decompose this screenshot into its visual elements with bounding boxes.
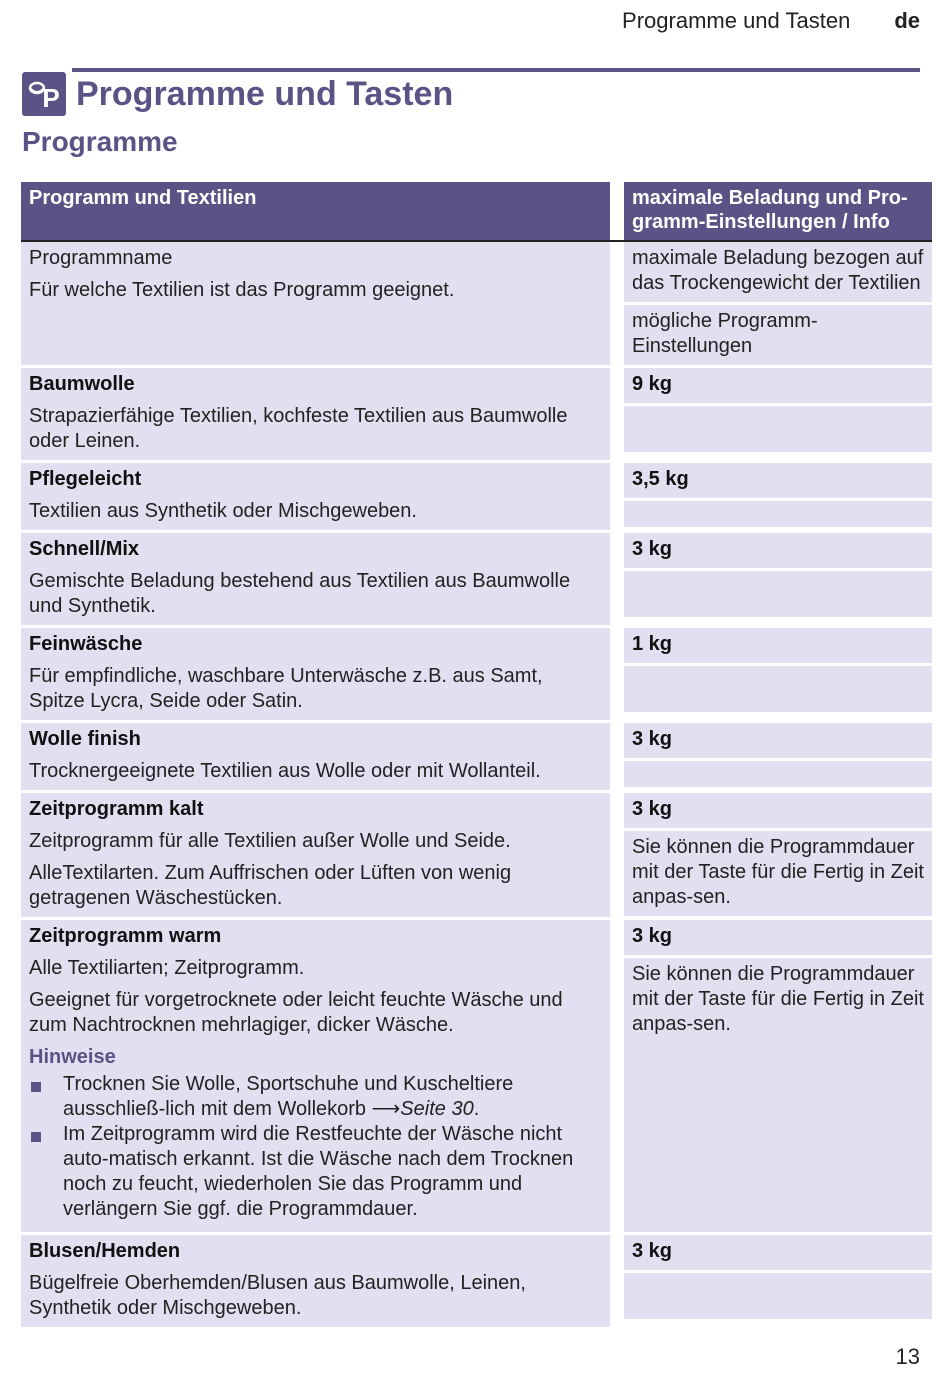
program-load: 3,5 kg — [624, 463, 932, 498]
program-desc-extra: AlleTextilarten. Zum Auffrischen oder Lüften von wenig getragenen Wäschestücken. — [29, 862, 512, 909]
note-text: Im Zeitprogramm wird die Restfeuchte der Wäsche nicht auto-matisch erkannt. Ist die Wäsche nach dem Trocknen noch zu feucht, wiederholen Sie das Programm und verlängern Sie ggf. die Programmdauer. — [63, 1123, 574, 1220]
settings-cell — [624, 758, 932, 787]
running-header — [622, 8, 920, 34]
program-desc: Trocknergeeignete Textilien aus Wolle oder mit Wollanteil. — [29, 760, 541, 782]
table-row — [21, 920, 932, 1235]
program-load: 3 kg — [624, 723, 932, 758]
program-desc: Alle Textiliarten; Zeitprogramm. — [29, 957, 305, 979]
program-load: 3 kg — [624, 920, 932, 955]
program-load: 3 kg — [624, 533, 932, 568]
settings-cell — [624, 568, 932, 617]
note-text: Trocknen Sie Wolle, Sportschuhe und Kuscheltiere ausschließ-lich mit dem Wollekorb — [63, 1073, 514, 1120]
notes-list — [29, 1072, 602, 1222]
program-desc: Strapazierfähige Textilien, kochfeste Textilien aus Baumwolle oder Leinen. — [29, 405, 568, 452]
program-name: Baumwolle — [29, 373, 135, 395]
table-row — [21, 368, 932, 463]
program-name: Pflegeleicht — [29, 468, 142, 490]
table-row — [21, 793, 932, 920]
table-header-row — [21, 182, 932, 240]
legend-settings: mögliche Programm-Einstellungen — [624, 302, 932, 365]
programs-table — [21, 182, 932, 1330]
program-info: Sie können die Programmdauer mit der Taste für die Fertig in Zeit anpas-sen. — [624, 828, 932, 916]
settings-cell — [624, 1270, 932, 1319]
table-row — [21, 463, 932, 533]
program-desc: Zeitprogramm für alle Textilien außer Wolle und Seide. — [29, 830, 511, 852]
note-end: . — [473, 1098, 480, 1120]
page-number: 13 — [895, 1344, 920, 1369]
table-row — [21, 1235, 932, 1330]
table-row — [21, 628, 932, 723]
running-header-section: Programme und Tasten — [622, 8, 851, 33]
legend-name: Programmname — [29, 247, 173, 269]
bullet-square-icon — [31, 1132, 41, 1142]
program-desc: Für empfindliche, waschbare Unterwäsche z.B. aus Samt, Spitze Lycra, Seide oder Satin. — [29, 665, 543, 712]
program-load: 3 kg — [624, 793, 932, 828]
program-load: 1 kg — [624, 628, 932, 663]
program-load: 3 kg — [624, 1235, 932, 1270]
program-load: 9 kg — [624, 368, 932, 403]
arrow-right-icon: ⟶ — [371, 1098, 401, 1120]
program-name: Schnell/Mix — [29, 538, 140, 560]
title-row — [22, 72, 453, 116]
legend-load: maximale Beladung bezogen auf das Trockengewicht der Textilien — [624, 242, 932, 302]
table-row — [21, 723, 932, 793]
bullet-square-icon — [31, 1082, 41, 1092]
program-desc: Textilien aus Synthetik oder Mischgeweben. — [29, 500, 417, 522]
column-header-load — [624, 182, 932, 240]
program-name: Feinwäsche — [29, 633, 143, 655]
page-subtitle: Programme — [22, 126, 178, 157]
column-header-load-text: maximale Beladung und Pro-gramm-Einstellungen / Info — [632, 187, 908, 233]
table-row — [21, 533, 932, 628]
page-reference-link[interactable]: Seite 30 — [400, 1098, 474, 1120]
note-item — [29, 1122, 602, 1222]
page-title: Programme und Tasten — [76, 74, 454, 113]
note-item — [29, 1072, 602, 1122]
settings-cell — [624, 403, 932, 452]
program-desc: Bügelfreie Oberhemden/Blusen aus Baumwolle, Leinen, Synthetik oder Mischgeweben. — [29, 1272, 526, 1319]
table-row-legend — [21, 242, 932, 368]
program-desc: Gemischte Beladung bestehend aus Textilien aus Baumwolle und Synthetik. — [29, 570, 571, 617]
program-name: Blusen/Hemden — [29, 1240, 181, 1262]
program-desc-extra: Geeignet für vorgetrocknete oder leicht feuchte Wäsche und zum Nachtrocknen mehrlagiger, dicker Wäsche. — [29, 989, 563, 1036]
settings-cell — [624, 663, 932, 712]
program-name: Zeitprogramm warm — [29, 925, 222, 947]
program-info: Sie können die Programmdauer mit der Taste für die Fertig in Zeit anpas-sen. — [624, 955, 932, 1232]
icon-letter: P — [42, 83, 60, 113]
program-name: Wolle finish — [29, 728, 141, 750]
legend-desc: Für welche Textilien ist das Programm geeignet. — [29, 279, 455, 301]
program-name: Zeitprogramm kalt — [29, 798, 204, 820]
notes-heading: Hinweise — [29, 1046, 116, 1068]
language-code: de — [894, 8, 920, 33]
column-header-programs: Programm und Textilien — [21, 182, 624, 240]
settings-cell — [624, 498, 932, 527]
program-p-icon — [22, 72, 66, 116]
